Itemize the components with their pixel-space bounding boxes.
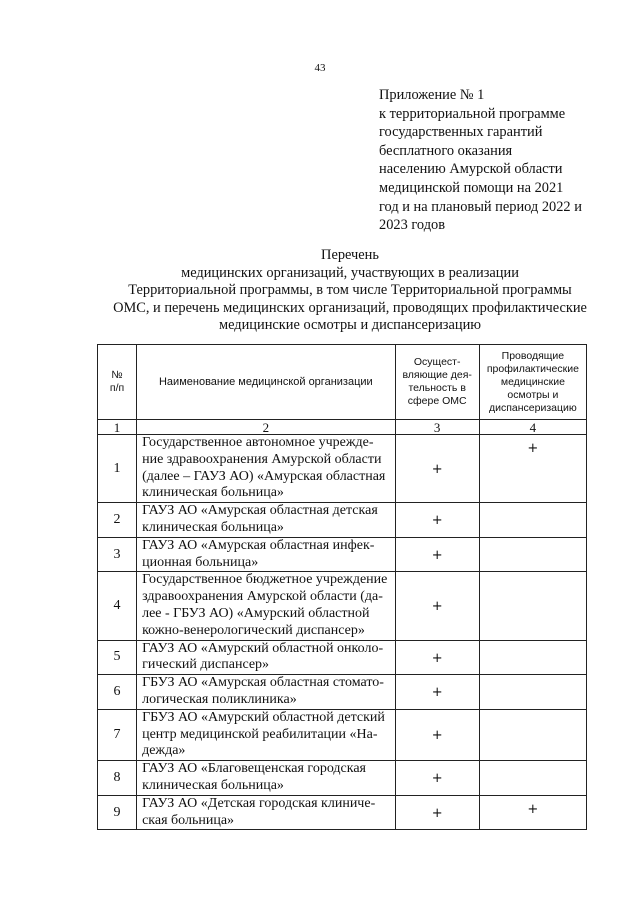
organization-name-line: ская больница» (142, 812, 235, 828)
organization-name-line: дежда» (142, 743, 186, 759)
organization-name-line: здравоохранения Амурской области (да- (142, 589, 383, 605)
header-line: вляющие дея- (402, 369, 472, 381)
table-row (98, 537, 587, 572)
appendix-line: государственных гарантий (379, 124, 543, 141)
plus-mark: + (431, 728, 443, 744)
organization-name (137, 709, 396, 760)
organization-name-line: ционная больница» (142, 554, 259, 570)
table-row (98, 572, 587, 640)
organization-name-line: ние здравоохранения Амурской области (142, 451, 382, 467)
prof-mark (479, 503, 586, 538)
appendix-line: Приложение № 1 (379, 87, 485, 103)
appendix-line: населению Амурской области (379, 161, 563, 178)
prof-mark (479, 640, 586, 675)
organization-name-line: клиническая больница» (142, 777, 284, 793)
oms-mark (395, 709, 479, 760)
prof-mark (479, 795, 586, 830)
column-number-row (98, 420, 587, 435)
header-oms (395, 345, 479, 420)
header-line: профилактические (486, 362, 579, 375)
organization-name-line: центр медицинской реабилитации «На- (142, 726, 378, 742)
organization-name (137, 795, 396, 830)
organization-name (137, 640, 396, 675)
appendix-line: год и на плановый период 2022 и (379, 198, 582, 215)
organization-name-line: ГАУЗ АО «Амурский областной онколо- (142, 640, 384, 656)
header-prof (479, 345, 586, 420)
oms-mark (395, 795, 479, 830)
organization-name-line: ГБУЗ АО «Амурский областной детский (142, 709, 385, 725)
page-number: 43 (314, 62, 326, 74)
header-line: Осущест- (413, 356, 461, 368)
heading-line: ОМС, и перечень медицинских организаций, проводящих профилактические (113, 299, 587, 316)
table-row (98, 675, 587, 710)
organization-name-line: кожно-венерологический диспансер» (142, 622, 365, 638)
organization-name (137, 537, 396, 572)
organization-name-line: гический диспансер» (142, 657, 270, 673)
oms-mark (395, 537, 479, 572)
row-number: 5 (98, 640, 137, 675)
organizations-table (97, 344, 587, 830)
appendix-line: медицинской помощи на 2021 (379, 179, 564, 196)
prof-mark (479, 537, 586, 572)
oms-mark (395, 640, 479, 675)
prof-mark (479, 761, 586, 796)
header-line: диспансеризацию (488, 401, 577, 414)
appendix-line: 2023 годов (379, 217, 446, 234)
organization-name-line: Государственное автономное учрежде- (142, 435, 374, 450)
oms-mark (395, 503, 479, 538)
organization-name-line: клиническая больница» (142, 485, 284, 501)
oms-mark (395, 761, 479, 796)
organization-name (137, 503, 396, 538)
organization-name-line: (далее – ГАУЗ АО) «Амурская областная (142, 468, 386, 484)
heading-line: медицинские осмотры и диспансеризацию (218, 317, 482, 333)
row-number: 4 (98, 572, 137, 640)
organization-name-line: ГАУЗ АО «Амурская областная инфек- (142, 537, 375, 553)
plus-mark: + (431, 462, 443, 478)
oms-mark (395, 435, 479, 503)
row-number: 9 (98, 795, 137, 830)
organization-name (137, 572, 396, 640)
oms-mark (395, 572, 479, 640)
table-row (98, 640, 587, 675)
appendix-line: бесплатного оказания (379, 142, 513, 159)
row-number: 7 (98, 709, 137, 760)
heading-line: медицинских организаций, участвующих в реализации (181, 264, 519, 281)
plus-mark: + (431, 806, 443, 822)
header-line: Проводящие (501, 349, 565, 362)
plus-mark: + (431, 513, 443, 529)
table-header-row (98, 345, 587, 420)
header-name: Наименование медицинской организации (137, 345, 396, 420)
row-number: 1 (98, 435, 137, 503)
row-number: 3 (98, 537, 137, 572)
oms-mark (395, 675, 479, 710)
heading-line: Перечень (321, 247, 379, 263)
table-row (98, 761, 587, 796)
organization-name-line: ГАУЗ АО «Детская городская клиниче- (142, 795, 376, 811)
organization-name (137, 761, 396, 796)
header-line: медицинские (500, 375, 565, 388)
heading-line: Территориальной программы, в том числе Территориальной программы (128, 282, 572, 298)
plus-mark: + (431, 548, 443, 564)
header-line: № (111, 369, 123, 381)
prof-mark (479, 709, 586, 760)
table-row (98, 503, 587, 538)
header-number (98, 345, 137, 420)
row-number: 8 (98, 761, 137, 796)
plus-mark: + (431, 599, 443, 615)
plus-mark: + (431, 685, 443, 701)
organization-name-line: ГБУЗ АО «Амурская областная стомато- (142, 675, 384, 691)
plus-mark: + (431, 771, 443, 787)
header-line: п/п (109, 382, 125, 394)
prof-mark (479, 572, 586, 640)
organization-name-line: ГАУЗ АО «Амурская областная детская (142, 503, 378, 519)
column-number: 4 (479, 420, 586, 435)
plus-mark: + (527, 441, 539, 456)
table-row (98, 709, 587, 760)
row-number: 6 (98, 675, 137, 710)
appendix-line: к территориальной программе (379, 105, 566, 122)
row-number: 2 (98, 503, 137, 538)
document-heading (60, 247, 640, 335)
column-number: 3 (395, 420, 479, 435)
organization-name (137, 675, 396, 710)
header-line: тельность в (408, 382, 466, 394)
plus-mark: + (527, 801, 539, 817)
header-line: осмотры и (507, 388, 559, 401)
column-number: 1 (98, 420, 137, 435)
organization-name (137, 435, 396, 503)
appendix-note (379, 86, 609, 235)
column-number: 2 (137, 420, 396, 435)
prof-mark (479, 675, 586, 710)
table-row (98, 435, 587, 503)
organization-name-line: клиническая больница» (142, 519, 284, 535)
table-body (98, 435, 587, 830)
organization-name-line: Государственное бюджетное учреждение (142, 572, 388, 588)
organization-name-line: ГАУЗ АО «Благовещенская городская (142, 761, 366, 777)
organization-name-line: логическая поликлиника» (142, 691, 297, 707)
table-row (98, 795, 587, 830)
header-line: сфере ОМС (407, 395, 467, 407)
plus-mark: + (431, 650, 443, 666)
prof-mark (479, 435, 586, 503)
organization-name-line: лее - ГБУЗ АО) «Амурский областной (142, 605, 370, 621)
